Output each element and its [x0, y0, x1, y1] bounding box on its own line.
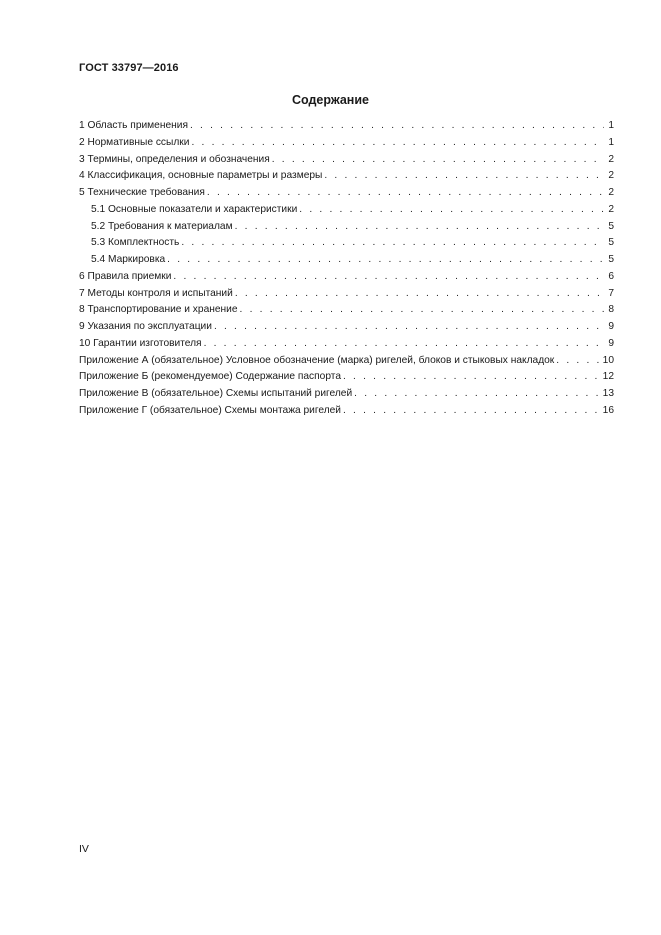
toc-entry-4[interactable]	[79, 168, 614, 185]
toc-entry-6[interactable]	[79, 269, 614, 286]
toc-entry-8[interactable]	[79, 302, 614, 319]
toc-leader-dots	[167, 252, 604, 269]
toc-entry-5-4[interactable]	[79, 252, 614, 269]
toc-entry-2[interactable]	[79, 135, 614, 152]
page-number: IV	[79, 843, 89, 855]
toc-entry-appendix-b[interactable]	[79, 369, 614, 386]
toc-entry-page: 10	[602, 354, 614, 366]
toc-entry-page: 5	[608, 220, 614, 232]
toc-entry-label: 3 Термины, определения и обозначения	[79, 153, 270, 165]
toc-entry-label: Приложение А (обязательное) Условное обозначение (марка) ригелей, блоков и стыковых накладок	[79, 354, 555, 366]
toc-entry-label: 7 Методы контроля и испытаний	[79, 287, 233, 299]
toc-entry-page: 2	[608, 170, 614, 182]
toc-entry-label: Приложение Г (обязательное) Схемы монтажа ригелей	[79, 404, 341, 416]
toc-entry-page: 13	[602, 388, 614, 399]
toc-entry-3[interactable]	[79, 152, 614, 169]
toc-entry-label: 10 Гарантии изготовителя	[79, 337, 202, 349]
toc-entry-label: 2 Нормативные ссылки	[79, 136, 190, 148]
toc-entry-appendix-g[interactable]	[79, 403, 614, 420]
toc-entry-page: 9	[608, 321, 614, 332]
toc-title: Содержание	[291, 93, 369, 107]
toc-leader-dots	[343, 403, 601, 420]
toc-entry-label: Приложение Б (рекомендуемое) Содержание паспорта	[79, 371, 341, 383]
toc-entry-label: 5.4 Маркировка	[91, 254, 166, 265]
toc-entry-10[interactable]	[79, 336, 614, 353]
toc-entry-appendix-a[interactable]	[79, 353, 614, 370]
toc-entry-5-2[interactable]	[79, 219, 614, 236]
toc-entry-page: 9	[608, 337, 614, 349]
toc-entry-label: 5.1 Основные показатели и характеристики	[91, 203, 298, 215]
toc-entry-page: 1	[608, 120, 614, 131]
toc-leader-dots	[324, 168, 604, 185]
toc-leader-dots	[204, 336, 604, 353]
toc-entry-5-3[interactable]	[79, 235, 614, 252]
table-of-contents	[79, 118, 614, 420]
toc-entry-page: 2	[608, 153, 614, 165]
toc-entry-page: 1	[608, 136, 614, 148]
document-code: ГОСТ 33797—2016	[79, 62, 179, 74]
toc-leader-dots	[556, 353, 600, 370]
toc-entry-label: 9 Указания по эксплуатации	[79, 321, 212, 332]
toc-entry-1[interactable]	[79, 118, 614, 135]
toc-entry-label: 8 Транспортирование и хранение	[79, 304, 238, 316]
toc-leader-dots	[181, 235, 604, 252]
toc-entry-label: 4 Классификация, основные параметры и размеры	[79, 170, 323, 182]
toc-entry-label: 1 Область применения	[79, 120, 188, 131]
toc-leader-dots	[207, 185, 604, 202]
toc-entry-label: 5 Технические требования	[79, 187, 205, 198]
toc-entry-9[interactable]	[79, 319, 614, 336]
toc-entry-5-1[interactable]	[79, 202, 614, 219]
toc-leader-dots	[190, 118, 604, 135]
toc-entry-page: 2	[608, 187, 614, 198]
toc-leader-dots	[272, 152, 604, 169]
toc-entry-page: 12	[602, 371, 614, 383]
toc-entry-page: 5	[608, 254, 614, 265]
toc-leader-dots	[240, 302, 604, 319]
toc-entry-page: 6	[608, 270, 614, 282]
toc-leader-dots	[214, 319, 604, 336]
toc-leader-dots	[299, 202, 604, 219]
toc-leader-dots	[343, 369, 601, 386]
toc-entry-page: 2	[608, 203, 614, 215]
toc-entry-label: Приложение В (обязательное) Схемы испытаний ригелей	[79, 388, 353, 399]
toc-entry-7[interactable]	[79, 286, 614, 303]
toc-entry-5[interactable]	[79, 185, 614, 202]
toc-entry-page: 16	[602, 404, 614, 416]
toc-entry-label: 5.2 Требования к материалам	[91, 220, 233, 232]
toc-entry-page: 7	[608, 287, 614, 299]
toc-entry-label: 5.3 Комплектность	[91, 237, 180, 249]
toc-leader-dots	[354, 386, 601, 403]
toc-entry-appendix-v[interactable]	[79, 386, 614, 403]
toc-leader-dots	[235, 286, 604, 303]
toc-entry-page: 8	[608, 304, 614, 316]
toc-leader-dots	[173, 269, 604, 286]
toc-entry-page: 5	[608, 237, 614, 249]
toc-entry-label: 6 Правила приемки	[79, 270, 172, 282]
toc-leader-dots	[235, 219, 604, 236]
toc-leader-dots	[191, 135, 604, 152]
